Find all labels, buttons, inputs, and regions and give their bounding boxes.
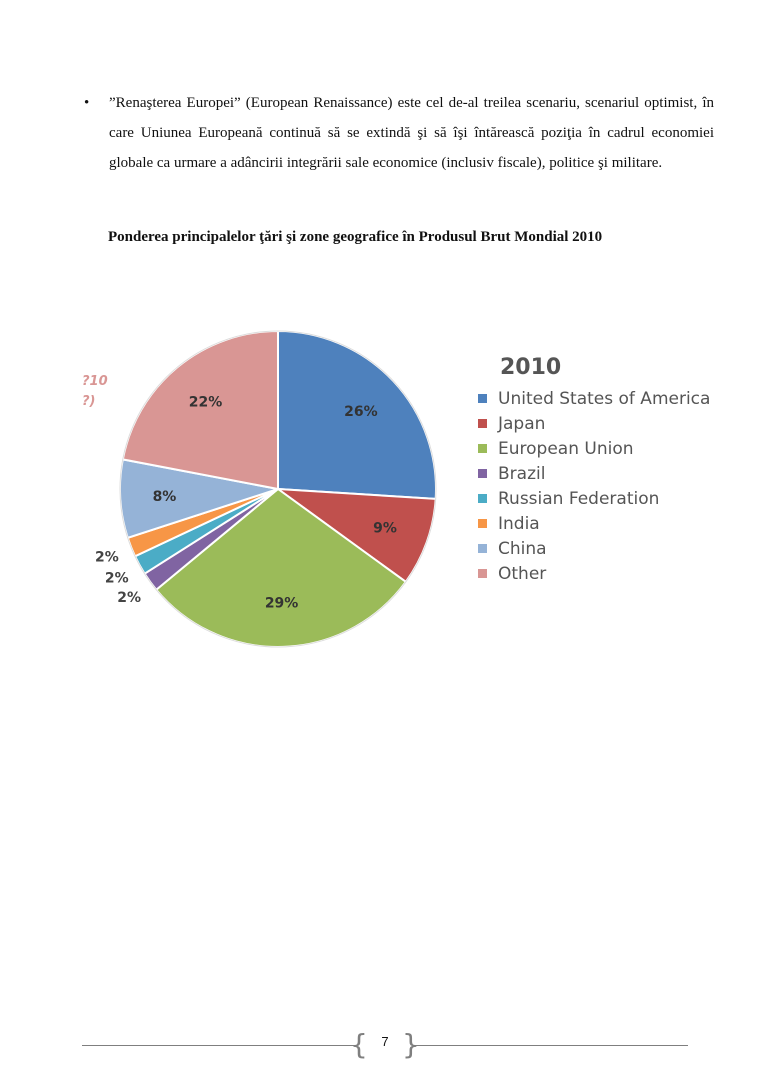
legend-label-china: China — [498, 539, 547, 559]
slice-label-other: 22% — [188, 394, 223, 411]
slice-label-india: 2% — [95, 549, 119, 566]
legend-swatch-other — [478, 569, 487, 578]
legend-swatch-india — [478, 519, 487, 528]
legend-label-japan: Japan — [498, 414, 546, 434]
slice-label-russian-federation: 2% — [104, 570, 129, 587]
legend-label-united-states-of-america: United States of America — [498, 389, 711, 409]
bullet-marker: • — [84, 95, 90, 111]
legend-swatch-european-union — [478, 444, 487, 453]
legend-label-european-union: European Union — [498, 439, 634, 459]
legend-title: 2010 — [500, 355, 562, 380]
slice-label-brazil: 2% — [117, 590, 142, 607]
slice-label-japan: 9% — [373, 520, 397, 537]
legend-swatch-united-states-of-america — [478, 394, 487, 403]
slice-label-united-states-of-america: 26% — [344, 404, 378, 421]
legend-swatch-china — [478, 544, 487, 553]
slice-label-european-union: 29% — [264, 595, 299, 612]
footer-right-bracket: } — [402, 1028, 420, 1061]
pie-chart — [70, 320, 750, 660]
paragraph-text: ”Renaşterea Europei” (European Renaissance) este cel de-al treilea scenariu, scenariul optimist, în care Uniunea Europeană continuă să se extindă şi să îşi întărească poziţia în cadrul economiei globale ca urmare a adâncirii integrării sale economice (inclusiv fiscale), politice şi militare. — [109, 95, 714, 171]
page-number: 7 — [381, 1034, 389, 1049]
legend-label-india: India — [498, 514, 540, 534]
bullet-paragraph — [84, 88, 714, 178]
legend-swatch-japan — [478, 419, 487, 428]
legend-swatch-brazil — [478, 469, 487, 478]
slice-label-china: 8% — [152, 489, 177, 506]
legend-label-other: Other — [498, 564, 547, 584]
cropped-side-text: ?) — [82, 394, 96, 409]
cropped-side-text: ?10 — [82, 374, 108, 389]
legend-swatch-russian-federation — [478, 494, 487, 503]
legend-label-brazil: Brazil — [498, 464, 546, 484]
footer-rule-left — [82, 1045, 354, 1046]
footer-left-bracket: { — [350, 1028, 368, 1061]
figure-caption: Ponderea principalelor ţări şi zone geografice în Produsul Brut Mondial 2010 — [108, 229, 603, 245]
footer-rule-right — [416, 1045, 688, 1046]
legend-label-russian-federation: Russian Federation — [498, 489, 660, 509]
